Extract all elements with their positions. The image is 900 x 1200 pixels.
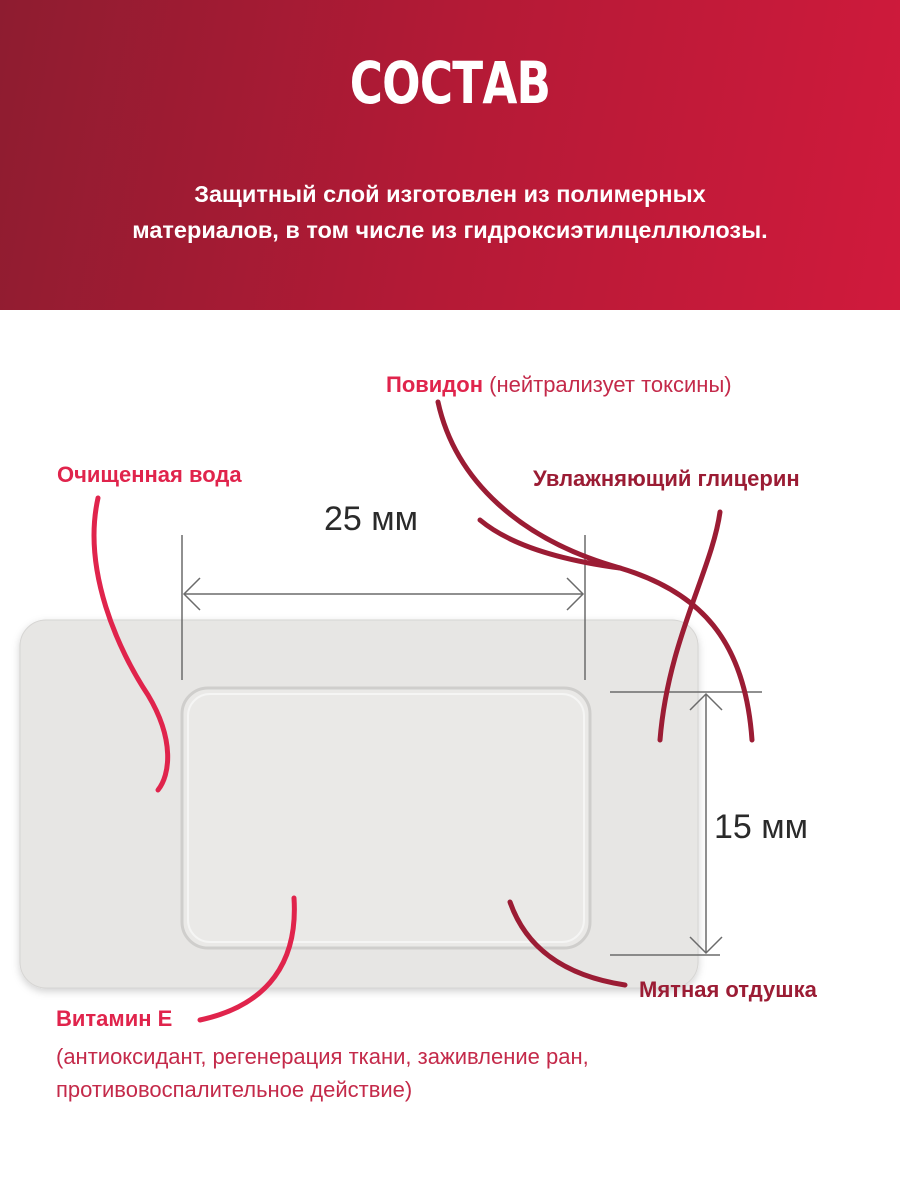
label-glycerin: Увлажняющий глицерин <box>533 466 800 491</box>
page-title: СОСТАВ <box>349 49 551 117</box>
label-vitamin-e: Витамин Е <box>56 1006 173 1031</box>
subtitle-line-2: материалов, в том числе из гидроксиэтилцеллюлозы. <box>132 217 768 243</box>
label-povidon <box>386 372 732 398</box>
label-water: Очищенная вода <box>57 462 242 487</box>
height-label: 15 мм <box>714 808 809 846</box>
label-mint: Мятная отдушка <box>639 977 817 1002</box>
povidon-note: (нейтрализует токсины) <box>489 372 732 397</box>
width-label: 25 мм <box>324 500 419 538</box>
povidon-name: Повидон <box>386 372 483 397</box>
vitamin-e-description <box>56 1040 589 1106</box>
patch-pad <box>182 688 590 948</box>
vitamin-e-desc-line-1: (антиоксидант, регенерация ткани, заживление ран, <box>56 1044 589 1069</box>
vitamin-e-desc-line-2: противовоспалительное действие) <box>56 1077 413 1102</box>
subtitle-line-1: Защитный слой изготовлен из полимерных <box>194 181 706 207</box>
